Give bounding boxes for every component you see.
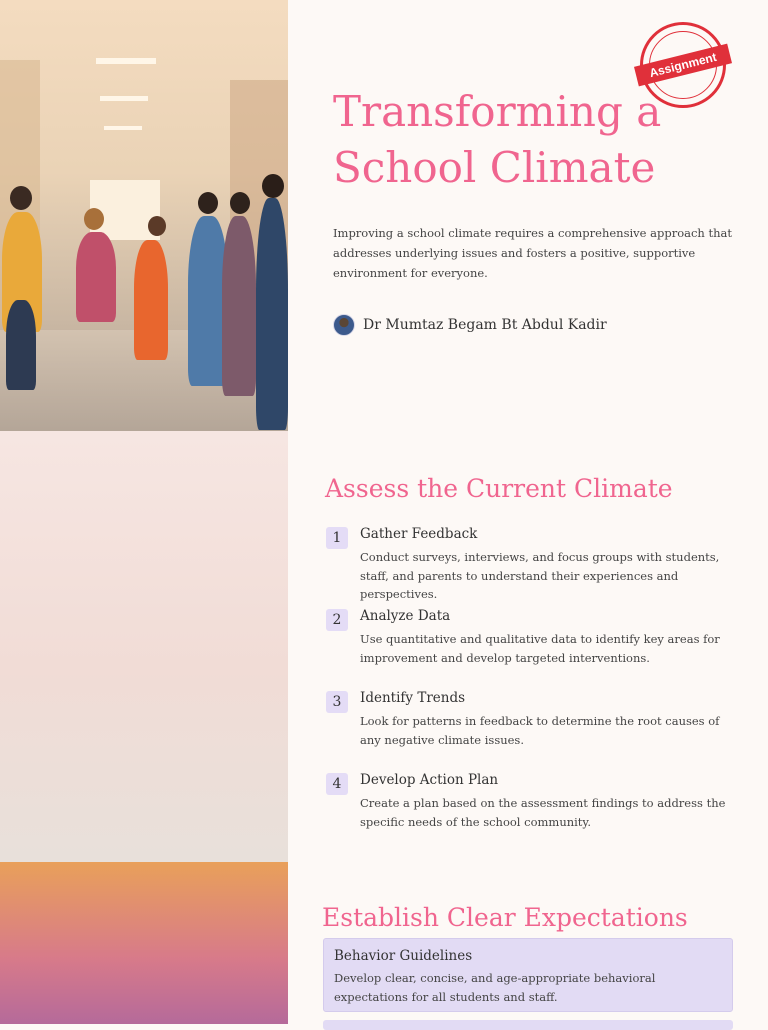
author-name: Dr Mumtaz Begam Bt Abdul Kadir <box>363 317 607 333</box>
step-description: Conduct surveys, interviews, and focus groups with students, staff, and parents to understand their experiences and perspectives. <box>360 550 720 601</box>
intro-text: Improving a school climate requires a comprehensive approach that addresses underlying issues and fosters a positive, supportive environment for everyone. <box>333 226 732 280</box>
page-title: Transforming a School Climate <box>333 87 662 192</box>
step-title: Identify Trends <box>360 690 466 706</box>
expectation-card-next <box>323 1020 733 1030</box>
step-number: 2 <box>326 609 348 631</box>
step-number: 3 <box>326 691 348 713</box>
card-description: Develop clear, concise, and age-appropriate behavioral expectations for all students and staff. <box>334 971 656 1004</box>
classroom-students-photo <box>0 862 288 1024</box>
assess-heading: Assess the Current Climate <box>325 474 673 503</box>
step-description: Look for patterns in feedback to determine the root causes of any negative climate issues. <box>360 714 720 747</box>
hallway-students-photo <box>0 0 288 431</box>
stamp-label: Assignment <box>634 44 732 87</box>
author <box>333 314 607 336</box>
card-title: Behavior Guidelines <box>334 948 473 964</box>
expectations-heading: Establish Clear Expectations <box>322 903 688 932</box>
step-title: Develop Action Plan <box>360 772 499 788</box>
step-title: Analyze Data <box>360 608 451 624</box>
step-description: Create a plan based on the assessment findings to address the specific needs of the school community. <box>360 796 726 829</box>
group-discussion-photo <box>0 431 288 862</box>
step-description: Use quantitative and qualitative data to identify key areas for improvement and develop targeted interventions. <box>360 632 720 665</box>
step-title: Gather Feedback <box>360 526 478 542</box>
step-number: 4 <box>326 773 348 795</box>
step-number: 1 <box>326 527 348 549</box>
avatar <box>333 314 355 336</box>
expectation-card <box>323 938 733 1012</box>
